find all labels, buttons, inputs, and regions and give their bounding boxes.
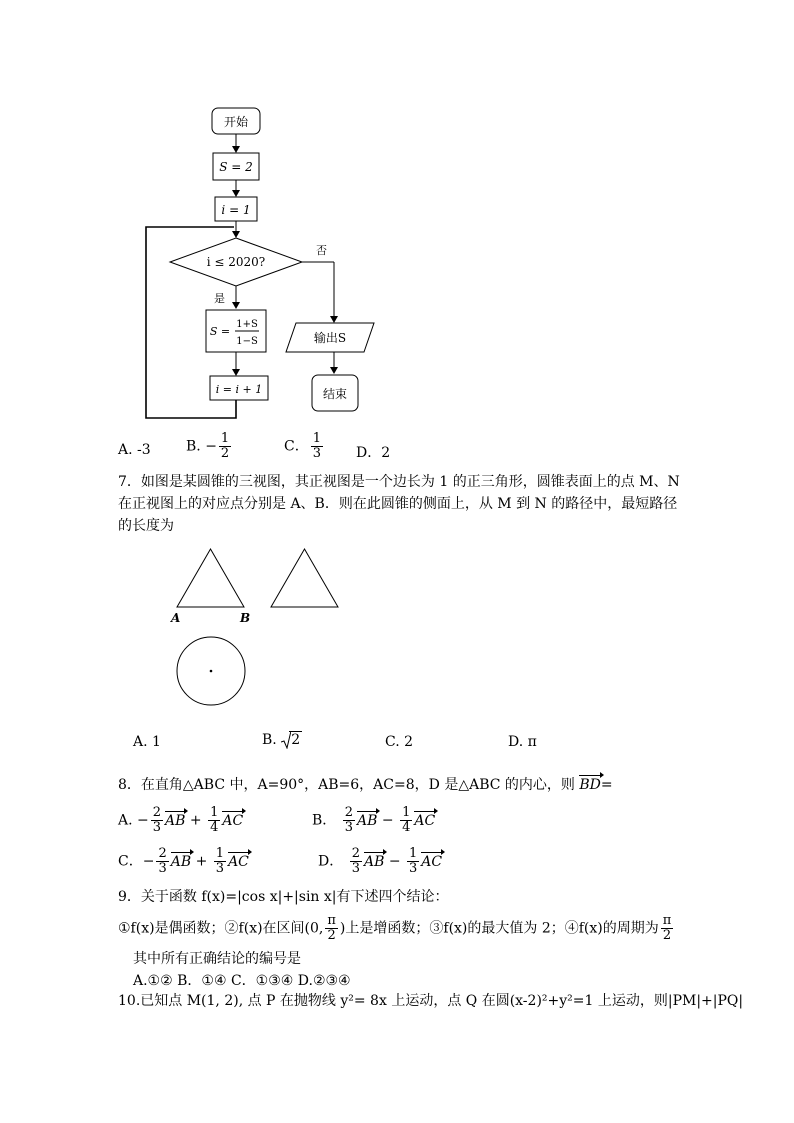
frac-den: 3	[344, 820, 354, 835]
frac-den: 3	[158, 861, 167, 876]
assign-lhs: S =	[209, 325, 231, 338]
vec-ac: AC	[228, 853, 249, 870]
frac-num: π	[662, 913, 672, 928]
assign-den: 1−S	[236, 336, 258, 347]
label-a: A	[171, 611, 181, 625]
q6-b-prefix: B. −	[186, 438, 217, 455]
q8-d-label: D．	[318, 853, 344, 870]
front-view-triangle	[177, 549, 244, 607]
frac-num: 1	[215, 846, 225, 861]
q6-b-den: 2	[220, 446, 230, 461]
assign-num: 1+S	[236, 319, 258, 330]
vec-ab: AB	[165, 812, 186, 829]
frac-num: 2	[344, 805, 354, 820]
q7-option-a: A. 1	[133, 734, 161, 750]
q6-option-a: A. -3	[118, 442, 151, 458]
vec-ab: AB	[170, 853, 192, 870]
q8-stem-end: =	[600, 777, 613, 793]
q6-option-c	[284, 432, 325, 461]
frac-den: 3	[409, 861, 418, 876]
q8-option-a: A. − $\frac{2}{3}$ AB + $\frac{1}{4}$ AC	[118, 805, 244, 835]
q8-option-c: C．− $\frac{2}{3}$ AB + $\frac{1}{3}$ AC	[118, 846, 249, 876]
q7-option-c: C. 2	[385, 734, 414, 750]
top-view-center	[210, 670, 213, 673]
i-init-text: i = 1	[221, 203, 251, 217]
vec-ab: AB	[357, 812, 378, 829]
q9-line2	[118, 914, 675, 943]
q7-b-prefix: B.	[262, 732, 277, 748]
vec-ab: AB	[363, 853, 385, 870]
no-label: 否	[316, 244, 327, 257]
vec-ac: AC	[414, 812, 436, 829]
q8-option-d: D． $\frac{2}{3}$ AB − $\frac{1}{3}$ AC	[318, 846, 443, 876]
label-b: B	[240, 611, 251, 625]
q8-stem-text: 8．在直角△ABC 中，A=90°，AB=6，AC=8，D 是△ABC 的内心，则	[118, 777, 575, 793]
increment-text: i = i + 1	[215, 383, 263, 396]
q8-stem	[118, 776, 613, 794]
frac-den: 3	[351, 861, 360, 876]
q6-c-prefix: C．	[284, 438, 309, 455]
q8-a-label: A.	[118, 812, 133, 829]
frac-num: 2	[158, 846, 167, 861]
q9-line3: 其中所有正确结论的编号是	[133, 951, 301, 967]
q10-line: 10.已知点 M(1, 2), 点 P 在抛物线 y²= 8x 上运动，点 Q 在圆(x-2)²+y²=1 上运动，则|PM|+|PQ|	[118, 993, 744, 1009]
end-text: 结束	[322, 387, 348, 401]
vec-ac: AC	[421, 853, 443, 870]
q8-option-b: B． $\frac{2}{3}$ AB − $\frac{1}{4}$ AC	[312, 805, 436, 835]
q9-options: A.①② B．①④ C．①③④ D.②③④	[133, 973, 351, 989]
frac-num: 1	[409, 846, 418, 861]
q9-line2-a: ①f(x)是偶函数；②f(x)在区间(0,	[118, 920, 324, 937]
q6-option-d: D．2	[356, 445, 391, 461]
condition-text: i ≤ 2020?	[206, 255, 266, 269]
output-text: 输出S	[313, 331, 347, 345]
frac-den: 2	[327, 928, 336, 943]
vec-bd: BD	[579, 777, 601, 793]
q6-c-den: 3	[312, 446, 321, 461]
q7-b-radicand: 2	[291, 732, 301, 748]
q7-line2: 在正视图上的对应点分别是 A、B．则在此圆锥的侧面上，从 M 到 N 的路径中，最短路径	[118, 496, 678, 512]
q6-b-num: 1	[220, 431, 230, 446]
frac-num: 2	[351, 846, 360, 861]
yes-label: 是	[214, 292, 225, 305]
q7-line3: 的长度为	[118, 518, 174, 534]
vec-ac: AC	[222, 812, 244, 829]
q8-b-label: B．	[312, 812, 337, 829]
q9-stem: 9．关于函数 f(x)=|cos x|+|sin x|有下述四个结论：	[118, 889, 449, 905]
q8-c-label: C．	[118, 853, 143, 870]
frac-num: 2	[152, 805, 162, 820]
frac-den: 3	[152, 820, 162, 835]
frac-num: 1	[402, 805, 411, 820]
q7-option-b	[262, 732, 302, 748]
frac-den: 4	[402, 820, 411, 835]
start-text: 开始	[223, 115, 249, 129]
frac-num: π	[327, 913, 336, 928]
q7-line1: 7．如图是某圆锥的三视图，其正视图是一个边长为 1 的正三角形，圆锥表面上的点 M、N	[118, 474, 680, 490]
sqrt-symbol	[281, 732, 302, 748]
q9-line2-b: )上是增函数；③f(x)的最大值为 2；④f(x)的周期为	[339, 920, 659, 937]
frac-den: 4	[210, 820, 219, 835]
s-init-text: S = 2	[219, 160, 253, 174]
frac-den: 3	[215, 861, 225, 876]
frac-den: 2	[662, 928, 672, 943]
three-views-figure	[160, 540, 360, 720]
frac-num: 1	[210, 805, 219, 820]
flowchart	[140, 100, 390, 425]
side-view-triangle	[271, 549, 338, 607]
q6-option-b	[186, 432, 233, 461]
q6-c-num: 1	[312, 431, 321, 446]
q7-option-d: D. π	[508, 734, 537, 750]
